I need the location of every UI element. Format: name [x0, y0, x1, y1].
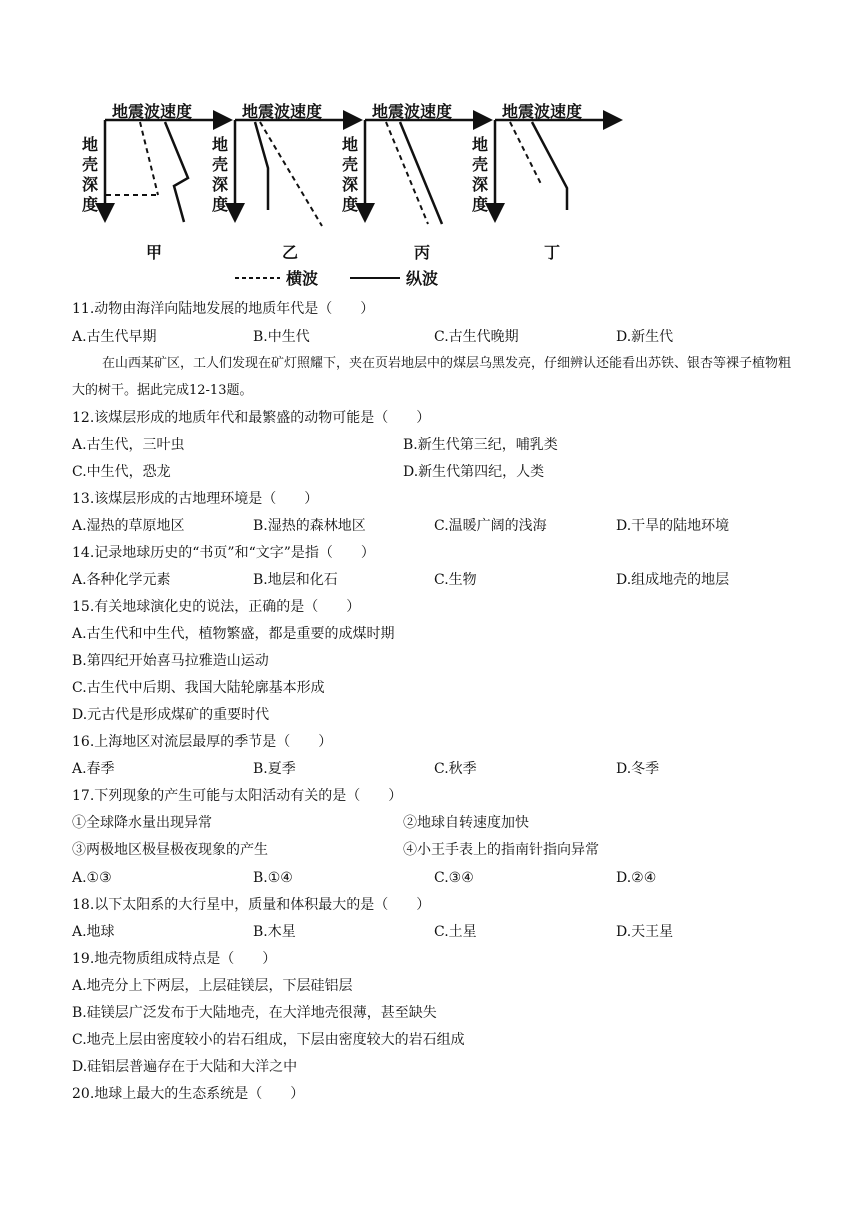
- svg-text:度: 度: [472, 195, 489, 214]
- panel-yi: [212, 102, 358, 262]
- option-d: D.天王星: [616, 924, 674, 940]
- option-d: D.②④: [616, 870, 657, 886]
- option-a: A.古生代早期: [72, 329, 157, 345]
- panel-bing: [342, 102, 488, 262]
- option-a: A.地壳分上下两层，上层硅镁层，下层硅铝层: [72, 978, 353, 994]
- svg-text:深: 深: [342, 175, 359, 194]
- option-a: A.湿热的草原地区: [72, 518, 185, 534]
- statement-3: ③两极地区极昼极夜现象的产生: [72, 842, 268, 858]
- question-14: 14.记录地球历史的“书页”和“文字”是指（ ）: [72, 545, 375, 561]
- svg-text:壳: 壳: [212, 155, 229, 174]
- option-c: C.土星: [434, 924, 477, 940]
- question-15: 15.有关地球演化史的说法，正确的是（ ）: [72, 599, 361, 615]
- option-d: D.干旱的陆地环境: [616, 518, 730, 534]
- axis-x-label: 地震波速度: [112, 102, 193, 121]
- option-d: D.组成地壳的地层: [616, 572, 730, 588]
- svg-text:深: 深: [82, 175, 99, 194]
- figure-legend: [235, 269, 438, 288]
- svg-text:度: 度: [212, 195, 229, 214]
- option-b: B.夏季: [253, 761, 296, 777]
- option-b: B.①④: [253, 870, 293, 886]
- statement-1: ①全球降水量出现异常: [72, 815, 212, 831]
- svg-text:地: 地: [342, 135, 359, 154]
- option-c: C.生物: [434, 572, 477, 588]
- option-c: C.古生代晚期: [434, 329, 519, 345]
- panel-label-yi: 乙: [282, 243, 299, 262]
- option-d: D.新生代第四纪，人类: [403, 464, 545, 480]
- option-d: D.元古代是形成煤矿的重要时代: [72, 707, 270, 723]
- option-c: C.秋季: [434, 761, 477, 777]
- panel-label-ding: 丁: [544, 243, 561, 262]
- option-b: B.第四纪开始喜马拉雅造山运动: [72, 653, 269, 669]
- svg-text:地: 地: [212, 135, 229, 154]
- svg-text:地震波速度: 地震波速度: [242, 102, 323, 121]
- reading-passage: 在山西某矿区，工人们发现在矿灯照耀下，夹在页岩地层中的煤层乌黑发亮，仔细辨认还能看出苏铁、银杏等裸子植物粗大的树干。据此完成12-13题。: [72, 356, 792, 398]
- option-c: C.古生代中后期、我国大陆轮廓基本形成: [72, 680, 325, 696]
- svg-text:度: 度: [342, 195, 359, 214]
- legend-solid-label: 纵波: [406, 269, 439, 288]
- option-a: A.地球: [72, 924, 115, 940]
- option-b: B.木星: [253, 924, 296, 940]
- panel-label-jia: 甲: [146, 243, 163, 262]
- svg-text:壳: 壳: [342, 155, 359, 174]
- option-b: B.地层和化石: [253, 572, 338, 588]
- option-c: C.③④: [434, 870, 474, 886]
- option-c: C.温暖广阔的浅海: [434, 518, 547, 534]
- question-20: 20.地球上最大的生态系统是（ ）: [72, 1086, 305, 1102]
- svg-text:地震波速度: 地震波速度: [372, 102, 453, 121]
- panel-jia: [82, 102, 228, 262]
- option-a: A.春季: [72, 761, 115, 777]
- option-d: D.冬季: [616, 761, 660, 777]
- option-b: B.硅镁层广泛发布于大陆地壳，在大洋地壳很薄，甚至缺失: [72, 1005, 437, 1021]
- seismic-wave-figure: [70, 98, 630, 293]
- question-13: 13.该煤层形成的古地理环境是（ ）: [72, 491, 319, 507]
- option-c: C.地壳上层由密度较小的岩石组成，下层由密度较大的岩石组成: [72, 1032, 465, 1048]
- statement-4: ④小王手表上的指南针指向异常: [403, 842, 599, 858]
- svg-text:壳: 壳: [82, 155, 99, 174]
- svg-text:深: 深: [472, 175, 489, 194]
- svg-text:深: 深: [212, 175, 229, 194]
- question-17: 17.下列现象的产生可能与太阳活动有关的是（ ）: [72, 788, 403, 804]
- option-b: B.湿热的森林地区: [253, 518, 366, 534]
- option-b: B.新生代第三纪，哺乳类: [403, 437, 558, 453]
- panel-label-bing: 丙: [414, 243, 431, 262]
- statement-2: ②地球自转速度加快: [403, 815, 529, 831]
- svg-text:度: 度: [82, 195, 99, 214]
- option-d: D.硅铝层普遍存在于大陆和大洋之中: [72, 1059, 298, 1075]
- option-b: B.中生代: [253, 329, 310, 345]
- option-a: A.古生代，三叶虫: [72, 437, 185, 453]
- option-c: C.中生代，恐龙: [72, 464, 171, 480]
- question-18: 18.以下太阳系的大行星中，质量和体积最大的是（ ）: [72, 897, 431, 913]
- option-a: A.①③: [72, 870, 112, 886]
- panel-ding: [472, 102, 618, 262]
- svg-text:地: 地: [472, 135, 489, 154]
- svg-text:地: 地: [82, 135, 99, 154]
- question-12: 12.该煤层形成的地质年代和最繁盛的动物可能是（ ）: [72, 410, 431, 426]
- question-19: 19.地壳物质组成特点是（ ）: [72, 951, 277, 967]
- question-16: 16.上海地区对流层最厚的季节是（ ）: [72, 734, 333, 750]
- legend-dashed-label: 横波: [286, 269, 319, 288]
- question-11: 11.动物由海洋向陆地发展的地质年代是（ ）: [72, 301, 375, 317]
- option-a: A.古生代和中生代，植物繁盛，都是重要的成煤时期: [72, 626, 395, 642]
- svg-text:壳: 壳: [472, 155, 489, 174]
- option-a: A.各种化学元素: [72, 572, 171, 588]
- svg-text:地震波速度: 地震波速度: [502, 102, 583, 121]
- option-d: D.新生代: [616, 329, 674, 345]
